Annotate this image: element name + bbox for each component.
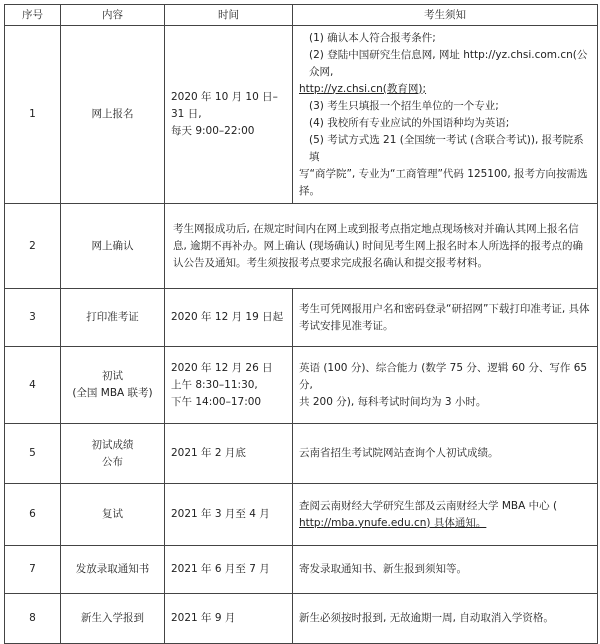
table-row	[5, 546, 598, 594]
header-time: 时间	[165, 5, 293, 26]
time-line: 2020 年 12 月 19 日起	[171, 311, 284, 323]
time-line: 每天 9:00–22:00	[171, 125, 255, 137]
row-item	[61, 347, 165, 424]
education-net-link[interactable]: http://yz.chsi.cn(教育网);	[299, 82, 427, 95]
notes-line: (5) 考试方式选 21 (全国统一考试 (含联合考试)), 报考院系填	[309, 133, 584, 163]
time-line: 2021 年 2 月底	[171, 447, 246, 459]
row-time	[165, 594, 293, 644]
row-time	[165, 424, 293, 484]
admission-schedule-table	[4, 4, 598, 644]
row-index: 2	[5, 204, 61, 289]
item-line: 初试	[102, 370, 123, 382]
table-row	[5, 424, 598, 484]
notes-line: 写“商学院”, 专业为“工商管理”代码 125100, 报考方向按需选择。	[299, 167, 588, 197]
row-time	[165, 26, 293, 204]
row-index: 5	[5, 424, 61, 484]
row-time	[165, 484, 293, 546]
row-index: 6	[5, 484, 61, 546]
header-item: 内容	[61, 5, 165, 26]
notes-line: 考生可凭网报用户名和密码登录“研招网”下载打印准考证, 具体	[299, 302, 590, 315]
row-notes	[293, 594, 598, 644]
row-notes	[293, 347, 598, 424]
row-index: 1	[5, 26, 61, 204]
notes-line: (1) 确认本人符合报考条件;	[309, 31, 436, 44]
row-time	[165, 546, 293, 594]
row-item: 复试	[61, 484, 165, 546]
notes-line: (3) 考生只填报一个招生单位的一个专业;	[309, 99, 499, 112]
table-row	[5, 347, 598, 424]
row-notes	[293, 484, 598, 546]
notes-line: 查阅云南财经大学研究生部及云南财经大学 MBA 中心 (	[299, 499, 558, 512]
row-item: 打印准考证	[61, 289, 165, 347]
time-line: 上午 8:30–11:30,	[171, 378, 258, 391]
notes-line: (2) 登陆中国研究生信息网, 网址 http://yz.chsi.com.cn(公众网,	[309, 48, 588, 78]
time-line: 2020 年 10 月 10 日–31 日,	[171, 91, 278, 120]
row-item: 发放录取通知书	[61, 546, 165, 594]
notes-line: (4) 我校所有专业应试的外国语种均为英语;	[309, 116, 510, 129]
row-notes	[293, 26, 598, 204]
row-time	[165, 289, 293, 347]
row-confirm-text: 考生网报成功后, 在规定时间内在网上或到报考点指定地点现场核对并确认其网上报名信息, 逾期不再补办。网上确认 (现场确认) 时间见考生网上报名时本人所选择的报考点的确认公告及通知。考生须按报考点要求完成报名确认和提交报考材料。	[165, 204, 598, 289]
row-notes	[293, 424, 598, 484]
table-row	[5, 204, 598, 289]
notes-line: 新生必须按时报到, 无故逾期一周, 自动取消入学资格。	[299, 612, 554, 624]
time-line: 2021 年 3 月至 4 月	[171, 508, 270, 520]
row-item: 新生入学报到	[61, 594, 165, 644]
item-line: 初试成绩	[91, 438, 134, 451]
header-index: 序号	[5, 5, 61, 26]
time-line: 2021 年 9 月	[171, 612, 236, 624]
time-line: 2020 年 12 月 26 日	[171, 361, 273, 374]
table-row	[5, 289, 598, 347]
row-time	[165, 347, 293, 424]
notes-line: 考试安排见准考证。	[299, 319, 394, 332]
notes-line: 云南省招生考试院网站查询个人初试成绩。	[299, 447, 499, 459]
time-line: 下午 14:00–17:00	[171, 395, 262, 408]
row-item: 网上报名	[61, 26, 165, 204]
row-index: 8	[5, 594, 61, 644]
item-line: (全国 MBA 联考)	[72, 387, 153, 399]
time-line: 2021 年 6 月至 7 月	[171, 563, 270, 575]
row-index: 4	[5, 347, 61, 424]
header-row	[5, 5, 598, 26]
table-row	[5, 594, 598, 644]
notes-line: 寄发录取通知书、新生报到须知等。	[299, 563, 467, 575]
row-item: 网上确认	[61, 204, 165, 289]
table-row	[5, 484, 598, 546]
row-notes	[293, 546, 598, 594]
notes-line: 英语 (100 分)、综合能力 (数学 75 分、逻辑 60 分、写作 65 分,	[299, 361, 588, 391]
row-item	[61, 424, 165, 484]
row-index: 7	[5, 546, 61, 594]
mba-center-link[interactable]: http://mba.ynufe.edu.cn) 具体通知。	[299, 516, 487, 529]
table-row	[5, 26, 598, 204]
notes-line: 共 200 分), 每科考试时间均为 3 小时。	[299, 395, 487, 408]
row-index: 3	[5, 289, 61, 347]
item-line: 公布	[102, 455, 123, 468]
row-notes	[293, 289, 598, 347]
header-notes: 考生须知	[293, 5, 598, 26]
